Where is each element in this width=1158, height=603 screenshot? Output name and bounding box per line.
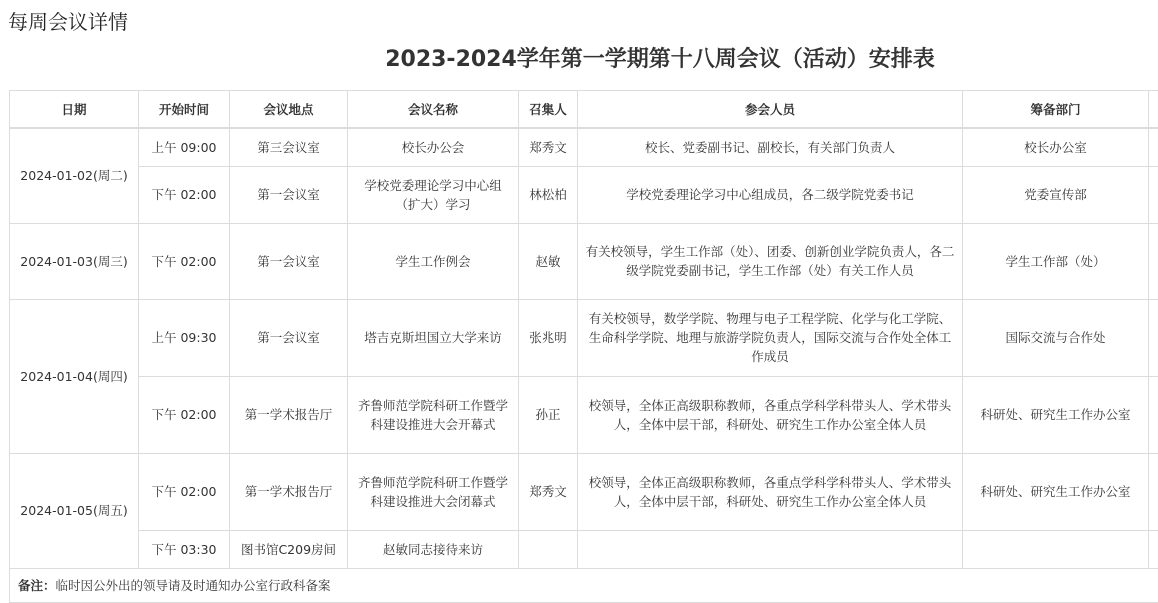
department-cell: 国际交流与合作处 <box>963 299 1149 376</box>
date-cell: 2024-01-02(周二) <box>10 128 139 223</box>
meeting-name-cell: 齐鲁师范学院科研工作暨学科建设推进大会开幕式 <box>348 376 519 453</box>
location-cell: 第一学术报告厅 <box>230 376 348 453</box>
attendees-cell: 有关校领导，学生工作部（处）、团委、创新创业学院负责人，各二级学院党委副书记，学生工作部（处）有关工作人员 <box>578 223 963 299</box>
time-cell: 上午 09:00 <box>139 128 230 166</box>
convener-cell: 郑秀文 <box>519 453 578 530</box>
location-cell: 第一会议室 <box>230 223 348 299</box>
extra-cell <box>1149 128 1158 166</box>
attendees-cell: 校长、党委副书记、副校长，有关部门负责人 <box>578 128 963 166</box>
convener-cell: 孙正 <box>519 376 578 453</box>
date-cell: 2024-01-04(周四) <box>10 299 139 453</box>
header-location: 会议地点 <box>230 91 348 129</box>
attendees-cell: 校领导，全体正高级职称教师，各重点学科学科带头人、学术带头人，全体中层干部，科研处、研究生工作办公室全体人员 <box>578 376 963 453</box>
table-row <box>10 299 1158 376</box>
note-row <box>10 568 1158 602</box>
department-cell <box>963 530 1149 568</box>
location-cell: 第三会议室 <box>230 128 348 166</box>
header-convener: 召集人 <box>519 91 578 129</box>
attendees-cell: 校领导，全体正高级职称教师，各重点学科学科带头人、学术带头人，全体中层干部，科研处、研究生工作办公室全体人员 <box>578 453 963 530</box>
meeting-name-cell: 学生工作例会 <box>348 223 519 299</box>
time-cell: 下午 02:00 <box>139 376 230 453</box>
convener-cell: 郑秀文 <box>519 128 578 166</box>
header-attendees: 参会人员 <box>578 91 963 129</box>
department-cell: 学生工作部（处） <box>963 223 1149 299</box>
time-cell: 下午 02:00 <box>139 166 230 223</box>
note-label: 备注： <box>18 577 56 593</box>
header-meeting-name: 会议名称 <box>348 91 519 129</box>
meeting-name-cell: 校长办公会 <box>348 128 519 166</box>
table-row <box>10 530 1158 568</box>
time-cell: 下午 02:00 <box>139 223 230 299</box>
extra-cell <box>1149 299 1158 376</box>
convener-cell: 林松柏 <box>519 166 578 223</box>
location-cell: 图书馆C209房间 <box>230 530 348 568</box>
extra-cell <box>1149 223 1158 299</box>
extra-cell <box>1149 166 1158 223</box>
note-text: 临时因公外出的领导请及时通知办公室行政科备案 <box>55 577 331 593</box>
table-row <box>10 453 1158 530</box>
header-date: 日期 <box>10 91 139 129</box>
meeting-name-cell: 齐鲁师范学院科研工作暨学科建设推进大会闭幕式 <box>348 453 519 530</box>
table-row <box>10 376 1158 453</box>
extra-cell <box>1149 530 1158 568</box>
convener-cell: 张兆明 <box>519 299 578 376</box>
location-cell: 第一会议室 <box>230 166 348 223</box>
convener-cell <box>519 530 578 568</box>
page-header: 每周会议详情 <box>8 10 128 34</box>
department-cell: 科研处、研究生工作办公室 <box>963 376 1149 453</box>
location-cell: 第一会议室 <box>230 299 348 376</box>
meeting-name-cell: 学校党委理论学习中心组（扩大）学习 <box>348 166 519 223</box>
header-start-time: 开始时间 <box>139 91 230 129</box>
table-row <box>10 166 1158 223</box>
department-cell: 校长办公室 <box>963 128 1149 166</box>
department-cell: 党委宣传部 <box>963 166 1149 223</box>
document-title: 2023-2024学年第一学期第十八周会议（活动）安排表 <box>385 47 935 72</box>
meeting-name-cell: 赵敏同志接待来访 <box>348 530 519 568</box>
header-department: 筹备部门 <box>963 91 1149 129</box>
header-extra <box>1149 91 1158 129</box>
attendees-cell: 有关校领导，数学学院、物理与电子工程学院、化学与化工学院、生命科学学院、地理与旅游学院负责人，国际交流与合作处全体工作成员 <box>578 299 963 376</box>
extra-cell <box>1149 453 1158 530</box>
convener-cell: 赵敏 <box>519 223 578 299</box>
table-row <box>10 223 1158 299</box>
table-row <box>10 128 1158 166</box>
note-cell <box>10 568 1158 602</box>
date-cell: 2024-01-03(周三) <box>10 223 139 299</box>
extra-cell <box>1149 376 1158 453</box>
time-cell: 下午 02:00 <box>139 453 230 530</box>
attendees-cell: 学校党委理论学习中心组成员，各二级学院党委书记 <box>578 166 963 223</box>
time-cell: 下午 03:30 <box>139 530 230 568</box>
location-cell: 第一学术报告厅 <box>230 453 348 530</box>
table-header-row <box>10 91 1158 129</box>
department-cell: 科研处、研究生工作办公室 <box>963 453 1149 530</box>
attendees-cell <box>578 530 963 568</box>
meeting-schedule-table <box>9 90 1158 603</box>
date-cell: 2024-01-05(周五) <box>10 453 139 568</box>
meeting-name-cell: 塔吉克斯坦国立大学来访 <box>348 299 519 376</box>
time-cell: 上午 09:30 <box>139 299 230 376</box>
